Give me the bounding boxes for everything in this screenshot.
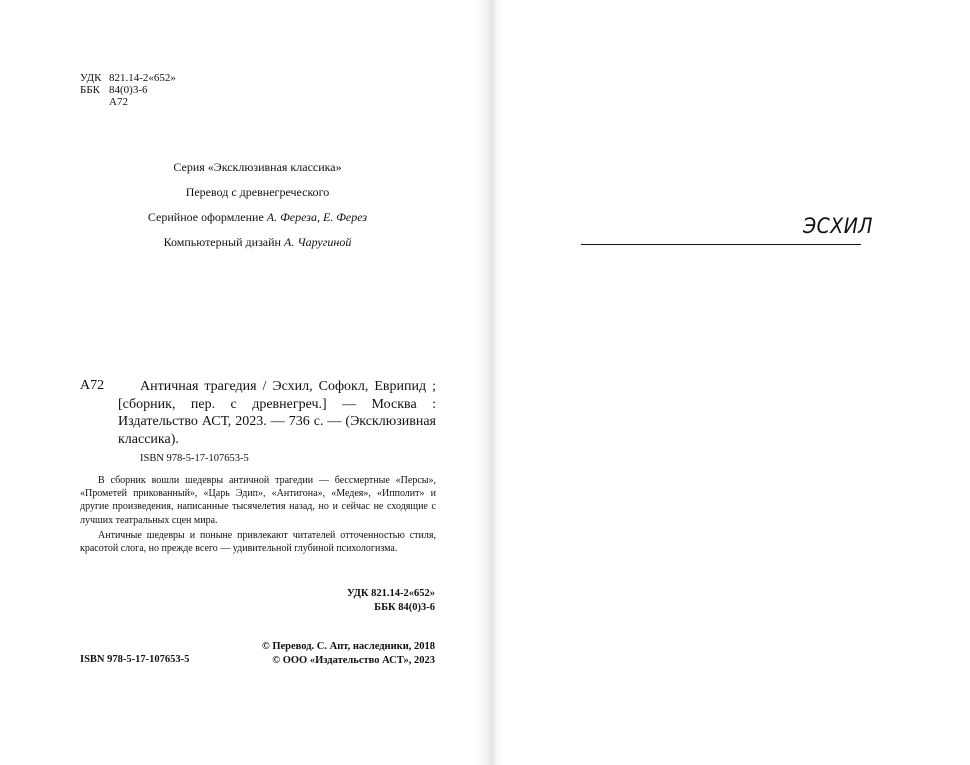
udk-label: УДК xyxy=(80,72,102,84)
annotation xyxy=(80,474,436,557)
classification-codes xyxy=(80,72,176,108)
series-line: Серия «Эксклюзивная классика» xyxy=(173,160,342,174)
translation-line: Перевод с древнегреческого xyxy=(185,185,330,199)
design-line xyxy=(80,210,435,224)
isbn-bottom: ISBN 978-5-17-107653-5 xyxy=(80,654,190,665)
copyright-translation: © Перевод. С. Апт, наследники, 2018 xyxy=(261,641,435,652)
author-mark-value: А72 xyxy=(109,96,128,108)
copyright-publisher: © ООО «Издательство АСТ», 2023 xyxy=(272,655,435,666)
computer-design-name: А. Чаругиной xyxy=(283,235,352,249)
isbn-line: ISBN 978-5-17-107653-5 xyxy=(140,453,249,464)
computer-design-label: Компьютерный дизайн xyxy=(163,235,284,249)
author-underline xyxy=(581,244,861,245)
annotation-paragraph: В сборник вошли шедевры античной трагедии — бессмертные «Персы», «Прометей прикованный», «Царь Эдип», «Антигона», «Медея», «Ипполит» и другие произведения, написанные тысячелетия назад, но и сейчас не сходящие с лучших театральных сцен мира. xyxy=(80,475,436,526)
bbk-label: ББК xyxy=(80,84,100,96)
bibliographic-description: Античная трагедия / Эсхил, Софокл, Еврипид ; [сборник, пер. с древнегреч.] — Москва : Издательство АСТ, 2023. — 736 с. — (Эксклюзивная классика). xyxy=(118,379,436,447)
design-label: Серийное оформление xyxy=(147,210,267,224)
classification-codes-bold xyxy=(300,587,435,615)
author-title: ЭСХИЛ xyxy=(803,214,873,238)
author-mark-row xyxy=(80,96,176,108)
computer-design-line xyxy=(80,235,435,249)
design-names: А. Фереза, Е. Ферез xyxy=(266,210,368,224)
copyright-block xyxy=(240,640,435,668)
udk-value: 821.14-2«652» xyxy=(109,72,176,84)
udk-row xyxy=(80,72,176,84)
annotation-paragraph: Античные шедевры и поныне привлекают читателей отточенностью стиля, красотой слога, но прежде всего — удивительной глубиной психологизма. xyxy=(80,529,436,555)
author-mark-label xyxy=(80,96,109,108)
bbk-value: 84(0)3-6 xyxy=(109,84,148,96)
bbk-bold: ББК 84(0)3-6 xyxy=(374,602,435,613)
bbk-row xyxy=(80,84,176,96)
right-page xyxy=(485,0,970,765)
bibliographic-code: А72 xyxy=(80,378,105,393)
udk-bold: УДК 821.14-2«652» xyxy=(347,588,435,599)
credits-block xyxy=(80,160,435,260)
